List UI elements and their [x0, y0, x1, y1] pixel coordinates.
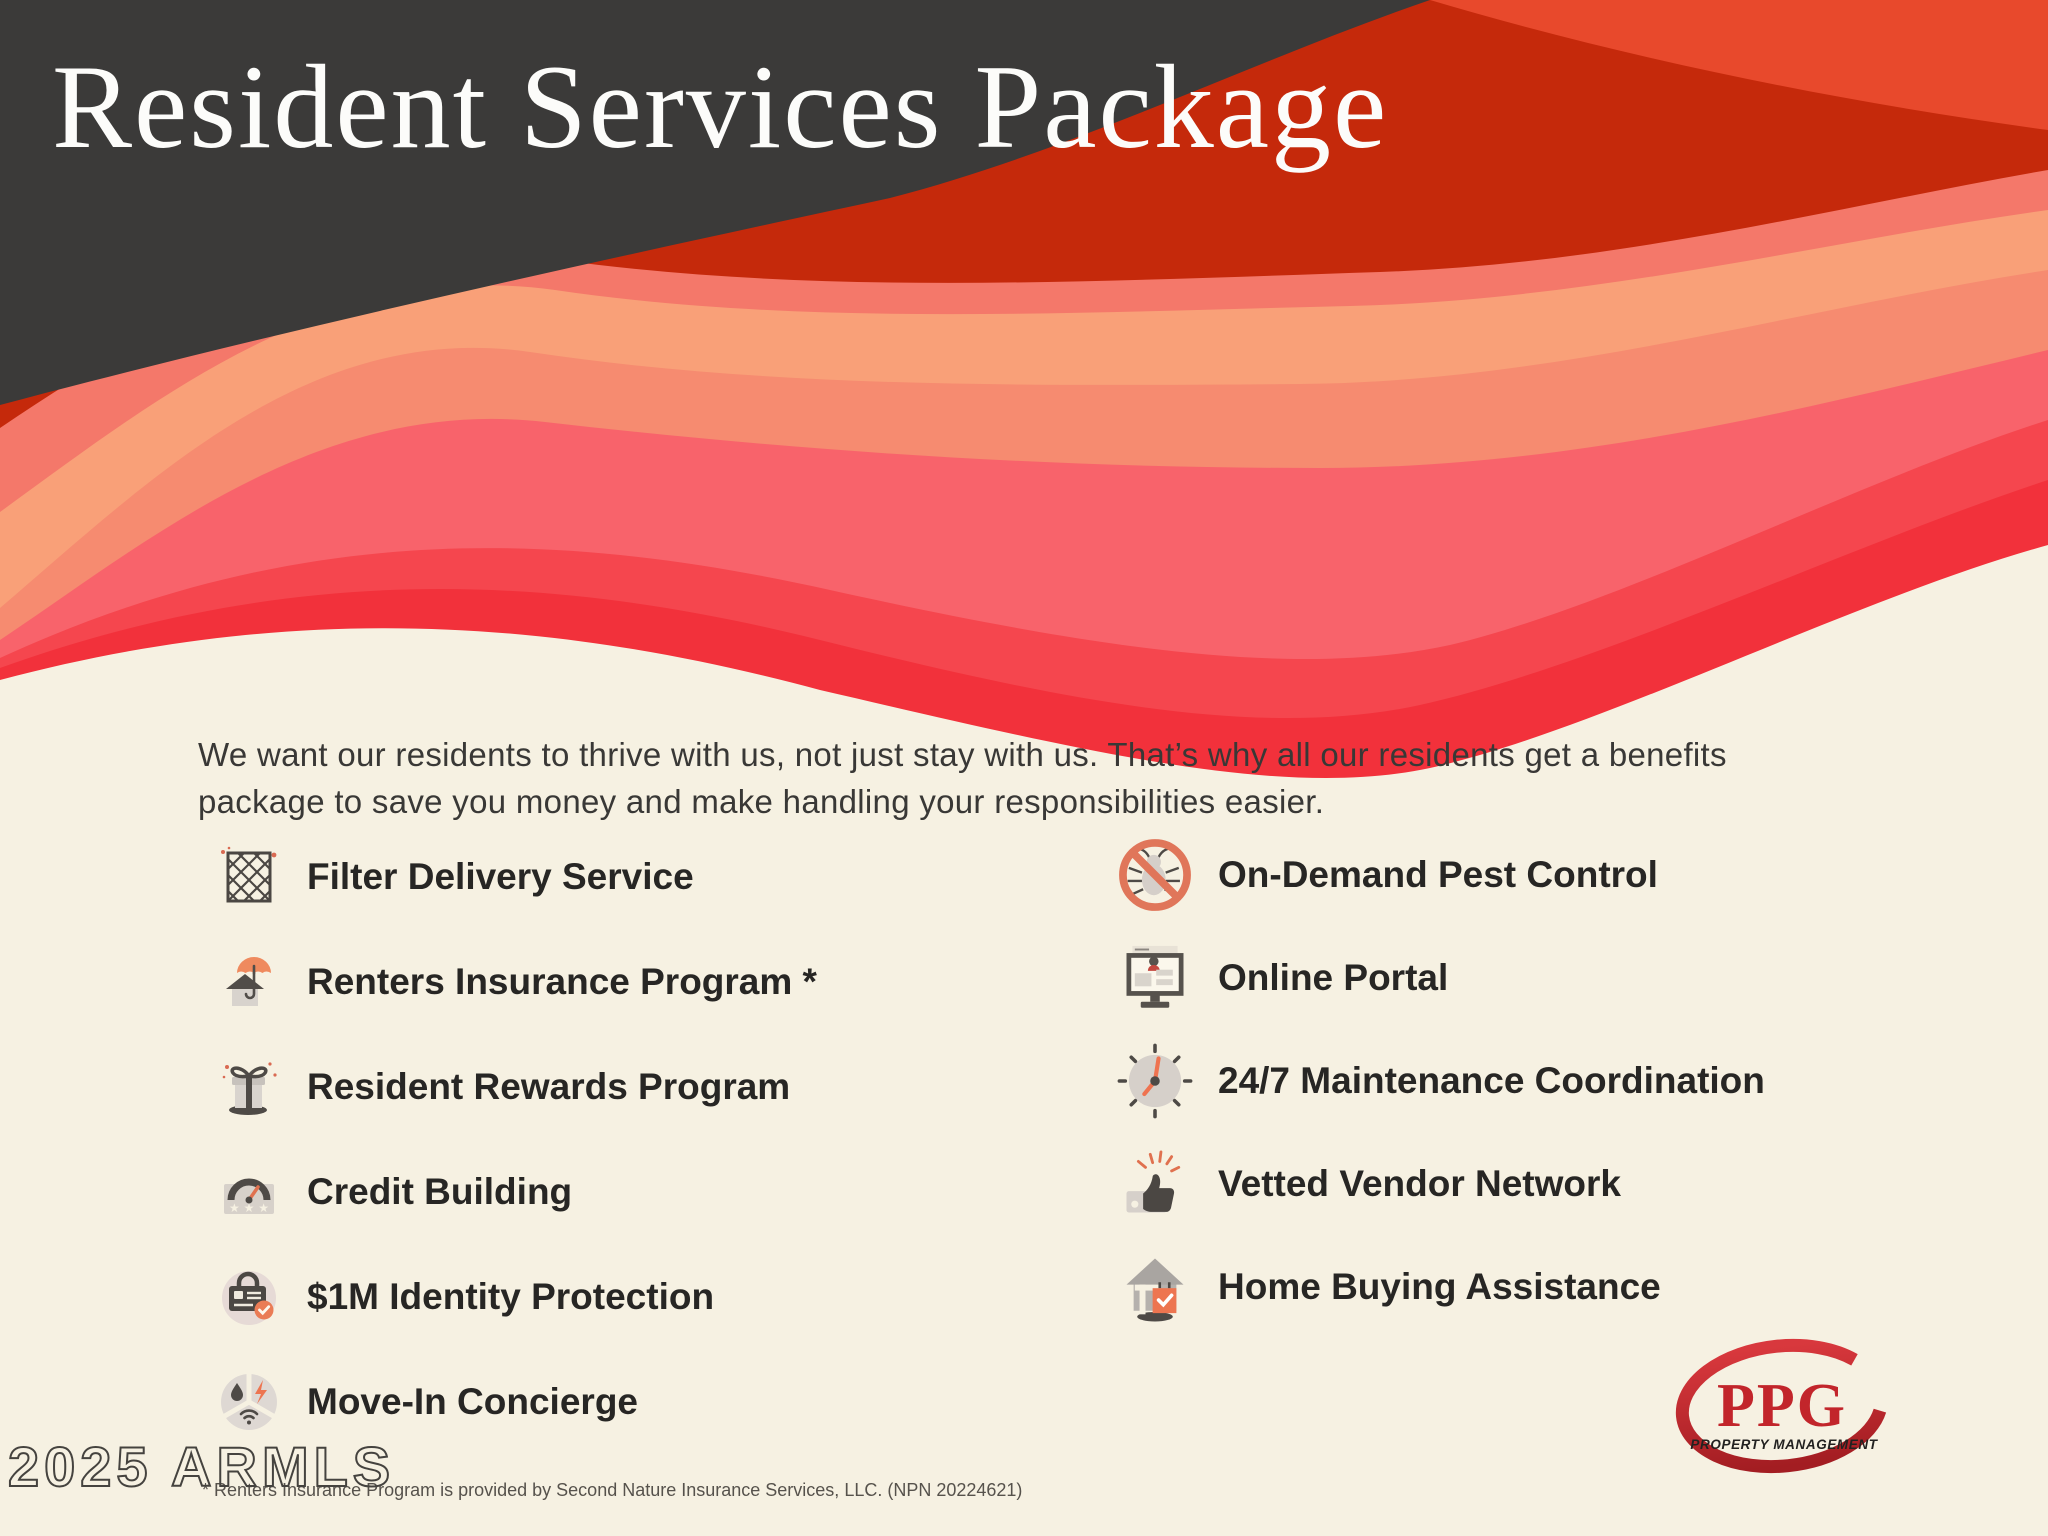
services-column-left: [217, 845, 817, 1434]
service-label: Online Portal: [1218, 957, 1449, 998]
watermark: 2025 ARMLS: [8, 1435, 396, 1498]
service-item-move-in-concierge: [217, 1370, 817, 1434]
service-item-home-buying: [1117, 1249, 1765, 1325]
service-item-vendor-network: [1117, 1146, 1765, 1222]
service-label: Home Buying Assistance: [1218, 1266, 1661, 1307]
house-umbrella-icon: [217, 950, 281, 1014]
filter-icon: [217, 845, 281, 909]
service-label: Renters Insurance Program *: [307, 961, 817, 1002]
clock-icon: [1117, 1043, 1193, 1119]
footnote: * Renters Insurance Program is provided by Second Nature Insurance Services, LLC. (NPN 20224621): [202, 1480, 1023, 1500]
id-card-lock-icon: [217, 1265, 281, 1329]
service-item-resident-rewards: [217, 1055, 817, 1119]
ppg-logo: [1670, 1336, 1894, 1488]
logo-wordmark: PPG: [1717, 1372, 1847, 1440]
monitor-icon: [1117, 940, 1193, 1016]
services-column-right: [1117, 837, 1765, 1325]
thumbs-up-icon: [1117, 1146, 1193, 1222]
credit-gauge-icon: [217, 1160, 281, 1224]
service-item-filter-delivery: [217, 845, 817, 909]
page-title: Resident Services Package: [52, 40, 1389, 173]
service-label: Resident Rewards Program: [307, 1066, 791, 1107]
house-check-icon: [1117, 1249, 1193, 1325]
no-pest-icon: [1117, 837, 1193, 913]
service-label: Filter Delivery Service: [307, 856, 694, 897]
logo-subtitle: PROPERTY MANAGEMENT: [1690, 1437, 1878, 1452]
service-label: 24/7 Maintenance Coordination: [1218, 1060, 1765, 1101]
svg-text:★ ★ ★: ★ ★ ★: [229, 1201, 269, 1215]
service-item-pest-control: [1117, 837, 1765, 913]
service-item-credit-building: [217, 1160, 817, 1224]
service-label: Move-In Concierge: [307, 1381, 638, 1422]
service-item-identity-protection: [217, 1265, 817, 1329]
service-label: Credit Building: [307, 1171, 573, 1212]
service-label: Vetted Vendor Network: [1218, 1163, 1621, 1204]
gift-icon: [217, 1055, 281, 1119]
intro-paragraph: We want our residents to thrive with us, not just stay with us. That’s why all our residents get a benefits package to save you money and make handling your responsibilities easier.: [198, 736, 1727, 820]
utilities-icon: [217, 1370, 281, 1434]
service-label: On-Demand Pest Control: [1218, 854, 1658, 895]
service-label: $1M Identity Protection: [307, 1276, 715, 1317]
service-item-maintenance: [1117, 1043, 1765, 1119]
service-item-online-portal: [1117, 940, 1765, 1016]
service-item-renters-insurance: [217, 950, 817, 1014]
